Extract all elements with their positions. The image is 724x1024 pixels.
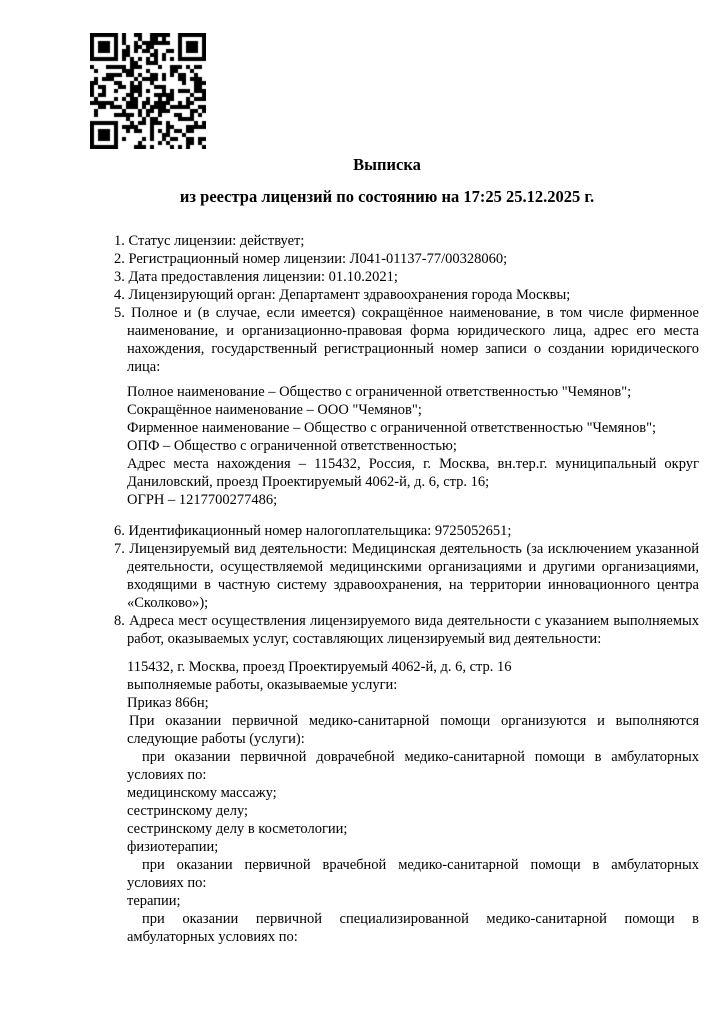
service-item: физиотерапии; bbox=[127, 839, 219, 855]
specialized-care-intro: при оказании первичной специализированной медико-санитарной помощи в амбулаторных условиях по: bbox=[127, 911, 699, 945]
order-reference: Приказ 866н; bbox=[127, 695, 209, 711]
item-text: Дата предоставления лицензии: 01.10.2021; bbox=[128, 269, 398, 285]
item-number: 7. bbox=[114, 541, 125, 557]
org-legal-form: ОПФ – Общество с ограниченной ответственностью; bbox=[127, 438, 457, 454]
document-body bbox=[114, 232, 699, 946]
activity-address-details bbox=[127, 658, 699, 946]
service-item: медицинскому массажу; bbox=[127, 785, 277, 801]
document-title: Выписка bbox=[353, 155, 421, 174]
item-text: Статус лицензии: действует; bbox=[128, 233, 305, 249]
activity-address: 115432, г. Москва, проезд Проектируемый 4062-й, д. 6, стр. 16 bbox=[127, 659, 512, 675]
item-number: 3. bbox=[114, 269, 125, 285]
works-label: выполняемые работы, оказываемые услуги: bbox=[127, 677, 398, 693]
org-full-name: Полное наименование – Общество с ограниченной ответственностью "Чемянов"; bbox=[127, 384, 632, 400]
item-text: Лицензируемый вид деятельности: Медицинская деятельность (за исключением указанной деятельности, осуществляемой медицинскими организациями и другими организациями, входящими в частную систему здравоохранения, на территории инновационного центра «Сколково»); bbox=[127, 541, 699, 611]
service-item: сестринскому делу в косметологии; bbox=[127, 821, 348, 837]
item-license-status bbox=[114, 232, 699, 250]
service-item: сестринскому делу; bbox=[127, 803, 249, 819]
organization-details bbox=[127, 383, 699, 509]
item-number: 8. bbox=[114, 613, 125, 629]
item-text: Лицензирующий орган: Департамент здравоохранения города Москвы; bbox=[128, 287, 571, 303]
item-text: Регистрационный номер лицензии: Л041-01137-77/00328060; bbox=[128, 251, 508, 267]
item-number: 4. bbox=[114, 287, 125, 303]
org-brand-name: Фирменное наименование – Общество с ограниченной ответственностью "Чемянов"; bbox=[127, 420, 657, 436]
doctor-care-intro: при оказании первичной врачебной медико-санитарной помощи в амбулаторных условиях по: bbox=[127, 857, 699, 891]
document-subtitle: из реестра лицензий по состоянию на 17:25 25.12.2025 г. bbox=[179, 187, 595, 206]
item-licensing-authority bbox=[114, 286, 699, 304]
qr-code-icon bbox=[90, 33, 206, 149]
item-number: 1. bbox=[114, 233, 125, 249]
service-item: терапии; bbox=[127, 893, 181, 909]
item-grant-date bbox=[114, 268, 699, 286]
item-licensed-activity bbox=[114, 540, 699, 612]
item-number: 5. bbox=[114, 305, 125, 321]
org-ogrn: ОГРН – 1217700277486; bbox=[127, 492, 278, 508]
item-registration-number bbox=[114, 250, 699, 268]
item-text: Полное и (в случае, если имеется) сокращённое наименование, в том числе фирменное наименование, и организационно-правовая форма юридического лица, адрес его места нахождения, государственный регистрационный номер записи о создании юридического лица: bbox=[127, 305, 699, 375]
item-name-and-form bbox=[114, 304, 699, 376]
item-text: Адреса мест осуществления лицензируемого вида деятельности с указанием выполняемых работ, оказываемых услуг, составляющих лицензируемый вид деятельности: bbox=[127, 613, 699, 647]
item-activity-addresses bbox=[114, 612, 699, 648]
item-inn bbox=[114, 522, 699, 540]
item-text: Идентификационный номер налогоплательщика: 9725052651; bbox=[128, 523, 512, 539]
primary-care-intro: При оказании первичной медико-санитарной помощи организуются и выполняются следующие работы (услуги): bbox=[127, 713, 699, 747]
predoctor-care-intro: при оказании первичной доврачебной медико-санитарной помощи в амбулаторных условиях по: bbox=[127, 749, 699, 783]
item-number: 6. bbox=[114, 523, 125, 539]
item-number: 2. bbox=[114, 251, 125, 267]
org-address: Адрес места нахождения – 115432, Россия, г. Москва, вн.тер.г. муниципальный округ Даниловский, проезд Проектируемый 4062-й, д. 6, стр. 16; bbox=[127, 456, 699, 490]
org-short-name: Сокращённое наименование – ООО "Чемянов"; bbox=[127, 402, 422, 418]
